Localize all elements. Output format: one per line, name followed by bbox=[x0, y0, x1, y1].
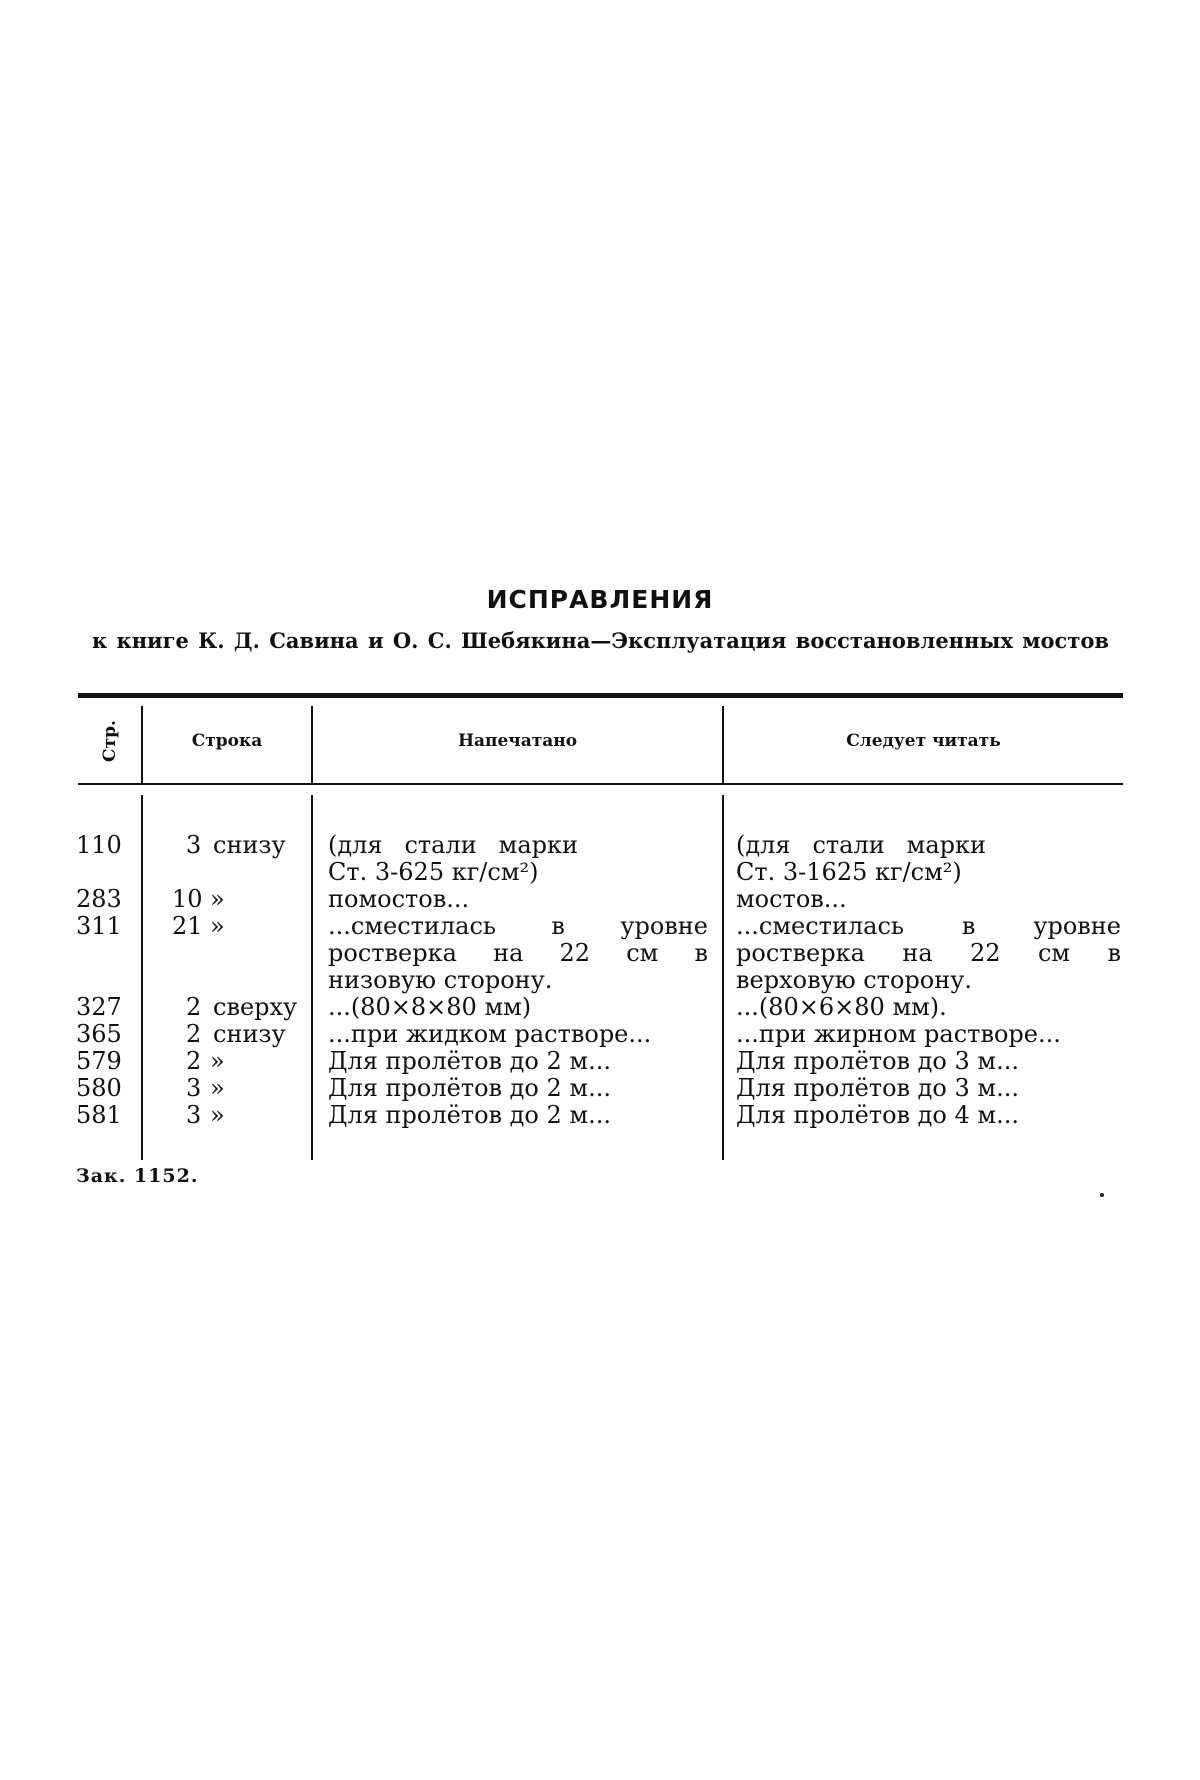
row-printed-text: помостов... bbox=[328, 885, 470, 913]
row-line-number: 3 bbox=[186, 1074, 202, 1102]
row-page: 580 bbox=[76, 1074, 122, 1102]
header-correct: Следует читать bbox=[846, 730, 1001, 751]
row-correct-text: (для стали марки Ст. 3-1625 кг/см²) bbox=[736, 831, 986, 886]
row-line-direction: » bbox=[210, 1074, 225, 1102]
row-line-direction: » bbox=[210, 1101, 225, 1129]
row-line-number: 21 bbox=[172, 912, 203, 940]
row-page: 283 bbox=[76, 885, 122, 913]
row-printed-text: ...при жидком растворе... bbox=[328, 1020, 652, 1048]
row-line-number: 3 bbox=[186, 1101, 202, 1129]
column-divider bbox=[722, 795, 724, 1160]
row-line-number: 2 bbox=[186, 993, 202, 1021]
row-correct-text: Для пролётов до 3 м... bbox=[736, 1074, 1019, 1102]
row-printed-text: (для стали марки Ст. 3-625 кг/см²) bbox=[328, 831, 578, 886]
row-line-number: 10 bbox=[172, 885, 203, 913]
row-printed-text: ...сместилась в уровне ростверка на 22 см в низовую сторону. bbox=[328, 912, 708, 994]
row-line-direction: » bbox=[210, 885, 225, 913]
row-line-number: 2 bbox=[186, 1047, 202, 1075]
row-line-direction: » bbox=[210, 1047, 225, 1075]
column-divider bbox=[311, 795, 313, 1160]
row-page: 110 bbox=[76, 831, 122, 859]
row-page: 581 bbox=[76, 1101, 122, 1129]
row-printed-text: ...(80×8×80 мм) bbox=[328, 993, 532, 1021]
header-page bbox=[78, 698, 141, 783]
row-line-direction: снизу bbox=[213, 1020, 286, 1048]
column-divider bbox=[141, 795, 143, 1160]
header-printed: Напечатано bbox=[457, 730, 578, 751]
row-page: 327 bbox=[76, 993, 122, 1021]
row-correct-text: ...(80×6×80 мм). bbox=[736, 993, 947, 1021]
table-header-rule bbox=[78, 783, 1123, 785]
row-page: 579 bbox=[76, 1047, 122, 1075]
row-page: 311 bbox=[76, 912, 122, 940]
book-reference: к книге К. Д. Савина и О. С. Шебякина—Эксплуатация восстановленных мостов bbox=[92, 628, 1109, 653]
row-line-number: 2 bbox=[186, 1020, 202, 1048]
row-line-direction: сверху bbox=[213, 993, 298, 1021]
row-printed-text: Для пролётов до 2 м... bbox=[328, 1074, 611, 1102]
row-line-number: 3 bbox=[186, 831, 202, 859]
header-page-label: Стр. bbox=[99, 719, 120, 762]
print-speck bbox=[1100, 1193, 1104, 1197]
row-correct-text: ...сместилась в уровне ростверка на 22 см в верховую сторону. bbox=[736, 912, 1121, 994]
row-line-direction: снизу bbox=[213, 831, 286, 859]
order-number: Зак. 1152. bbox=[76, 1165, 199, 1187]
row-page: 365 bbox=[76, 1020, 122, 1048]
row-printed-text: Для пролётов до 2 м... bbox=[328, 1101, 611, 1129]
page-title: ИСПРАВЛЕНИЯ bbox=[486, 585, 714, 614]
row-correct-text: мостов... bbox=[736, 885, 847, 913]
header-line: Строка bbox=[191, 730, 263, 751]
row-line-direction: » bbox=[210, 912, 225, 940]
row-correct-text: ...при жирном растворе... bbox=[736, 1020, 1061, 1048]
row-printed-text: Для пролётов до 2 м... bbox=[328, 1047, 611, 1075]
row-correct-text: Для пролётов до 3 м... bbox=[736, 1047, 1019, 1075]
row-correct-text: Для пролётов до 4 м... bbox=[736, 1101, 1019, 1129]
